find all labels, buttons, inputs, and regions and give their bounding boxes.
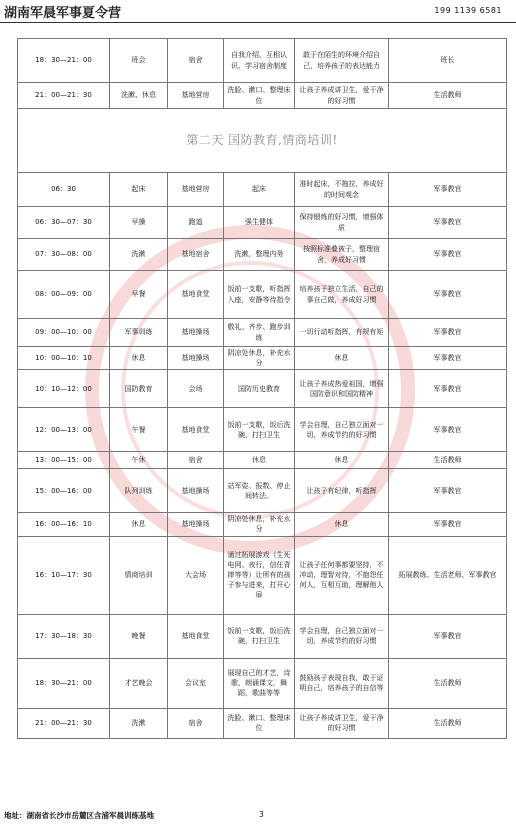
purpose-cell: 敢于在陌生的环境介绍自己，培养孩子的表达能力 <box>295 39 389 83</box>
purpose-cell: 让孩子养成讲卫生，爱干净的好习惯 <box>295 708 389 738</box>
responsible-cell: 军事教官 <box>389 469 507 513</box>
content-cell: 自我介绍，互相认识，学习宿舍制度 <box>224 39 295 83</box>
activity-cell: 起床 <box>110 173 168 207</box>
table-row <box>18 469 507 513</box>
activity-cell: 军事训练 <box>110 319 168 347</box>
responsible-cell: 生活教师 <box>389 452 507 469</box>
schedule-bottom-rows <box>18 173 507 739</box>
activity-cell: 午休 <box>110 452 168 469</box>
location-cell: 跑道 <box>168 207 224 239</box>
activity-cell: 洗漱、休息 <box>110 83 168 109</box>
time-cell: 21：00—21：30 <box>18 708 110 738</box>
content-cell: 敬礼、齐步、跑步训练 <box>224 319 295 347</box>
table-row <box>18 271 507 319</box>
content-cell: 休息 <box>224 452 295 469</box>
purpose-cell: 保持锻炼的好习惯，增强体质 <box>295 207 389 239</box>
content-cell: 饭前一支歌，饭后洗碗，打扫卫生 <box>224 614 295 658</box>
time-cell: 21：00—21：30 <box>18 83 110 109</box>
responsible-cell: 军事教官 <box>389 239 507 271</box>
time-cell: 06：30 <box>18 173 110 207</box>
purpose-cell: 休息 <box>295 513 389 536</box>
activity-cell: 早操 <box>110 207 168 239</box>
day-title: 第二天 国防教育,情商培训! <box>18 109 507 173</box>
header-title: 湖南军晨军事夏令营 <box>4 6 122 21</box>
activity-cell: 队列训练 <box>110 469 168 513</box>
location-cell: 基地营房 <box>168 83 224 109</box>
purpose-cell: 准时起床，不拖拉，养成好的时间观念 <box>295 173 389 207</box>
purpose-cell: 培养孩子独立生活，自己的事自己做，养成好习惯 <box>295 271 389 319</box>
time-cell: 10：10—12：00 <box>18 370 110 408</box>
location-cell: 基地营房 <box>168 173 224 207</box>
table-row <box>18 614 507 658</box>
table-row <box>18 370 507 408</box>
purpose-cell: 一切行动听指挥，有规有矩 <box>295 319 389 347</box>
table-row <box>18 83 507 109</box>
responsible-cell: 军事教官 <box>389 173 507 207</box>
activity-cell: 午餐 <box>110 408 168 452</box>
responsible-cell: 军事教官 <box>389 513 507 536</box>
responsible-cell: 军事教官 <box>389 408 507 452</box>
time-cell: 15：00—16：00 <box>18 469 110 513</box>
table-row <box>18 536 507 614</box>
location-cell: 基地操场 <box>168 347 224 370</box>
location-cell: 基地操场 <box>168 469 224 513</box>
table-row <box>18 658 507 708</box>
location-cell: 基地操场 <box>168 319 224 347</box>
responsible-cell: 军事教官 <box>389 370 507 408</box>
responsible-cell: 军事教官 <box>389 207 507 239</box>
purpose-cell: 让孩子养成热爱祖国，增强国防意识和国防精神 <box>295 370 389 408</box>
purpose-cell: 让孩子有纪律，听指挥 <box>295 469 389 513</box>
purpose-cell: 按照标准叠被子，整理宿舍，养成好习惯 <box>295 239 389 271</box>
location-cell: 基地食堂 <box>168 271 224 319</box>
activity-cell: 情商培训 <box>110 536 168 614</box>
time-cell: 10：00—10：10 <box>18 347 110 370</box>
location-cell: 宿舍 <box>168 39 224 83</box>
table-row <box>18 347 507 370</box>
time-cell: 17：30—18：30 <box>18 614 110 658</box>
activity-cell: 洗漱 <box>110 708 168 738</box>
location-cell: 基地操场 <box>168 513 224 536</box>
purpose-cell: 学会自理，自己独立面对一切，养成节约的好习惯 <box>295 614 389 658</box>
activity-cell: 早餐 <box>110 271 168 319</box>
table-row <box>18 39 507 83</box>
content-cell: 阴凉处休息，补充水分 <box>224 513 295 536</box>
responsible-cell: 班长 <box>389 39 507 83</box>
page-header <box>0 0 516 23</box>
location-cell: 会议室 <box>168 658 224 708</box>
content-cell: 通过拓展游戏（生死电网、夜行，信任背摔等等）让所有的孩子参与进来，打开心扉 <box>224 536 295 614</box>
table-row <box>18 452 507 469</box>
responsible-cell: 拓展教练、生活老师、军事教官 <box>389 536 507 614</box>
time-cell: 16：10—17：30 <box>18 536 110 614</box>
location-cell: 宿舍 <box>168 708 224 738</box>
content-cell: 洗漱，整理内务 <box>224 239 295 271</box>
time-cell: 16：00—16：10 <box>18 513 110 536</box>
responsible-cell: 军事教官 <box>389 347 507 370</box>
table-row <box>18 239 507 271</box>
content-cell: 国防历史教育 <box>224 370 295 408</box>
location-cell: 基地食堂 <box>168 614 224 658</box>
time-cell: 13：00—15：00 <box>18 452 110 469</box>
responsible-cell: 军事教官 <box>389 271 507 319</box>
schedule-table <box>17 38 507 739</box>
table-row <box>18 207 507 239</box>
content-cell: 展现自己的才艺，诗歌，朗诵课文，舞蹈，歌曲等等 <box>224 658 295 708</box>
table-row <box>18 319 507 347</box>
header-phone: 199 1139 6581 <box>434 6 502 15</box>
content-cell: 洗脸、漱口、整理床位 <box>224 83 295 109</box>
activity-cell: 晚餐 <box>110 614 168 658</box>
purpose-cell: 让孩子养成讲卫生，爱干净的好习惯 <box>295 83 389 109</box>
responsible-cell: 军事教官 <box>389 614 507 658</box>
content-cell: 洗脸、漱口、整理床位 <box>224 708 295 738</box>
content-cell: 起床 <box>224 173 295 207</box>
table-row <box>18 708 507 738</box>
responsible-cell: 生活教师 <box>389 83 507 109</box>
schedule-top-rows <box>18 39 507 109</box>
time-cell: 12：00—13：00 <box>18 408 110 452</box>
purpose-cell: 让孩子任何事都要坚持，不冲动，理智对待，不抱怨任何人，互相互助，理解他人 <box>295 536 389 614</box>
location-cell: 基地宿舍 <box>168 239 224 271</box>
content-cell: 饭前一支歌，饭后洗碗，打扫卫生 <box>224 408 295 452</box>
responsible-cell: 生活教师 <box>389 708 507 738</box>
location-cell: 会场 <box>168 370 224 408</box>
table-row <box>18 173 507 207</box>
content-cell: 阴凉处休息，补充水分 <box>224 347 295 370</box>
purpose-cell: 休息 <box>295 347 389 370</box>
time-cell: 09：00—10：00 <box>18 319 110 347</box>
location-cell: 宿舍 <box>168 452 224 469</box>
activity-cell: 班会 <box>110 39 168 83</box>
activity-cell: 洗漱 <box>110 239 168 271</box>
purpose-cell: 鼓励孩子表现自我，敢于证明自己，培养孩子的自信等 <box>295 658 389 708</box>
activity-cell: 国防教育 <box>110 370 168 408</box>
time-cell: 07：30—08：00 <box>18 239 110 271</box>
responsible-cell: 军事教官 <box>389 319 507 347</box>
time-cell: 18：30—21：00 <box>18 39 110 83</box>
content-cell: 强生健体 <box>224 207 295 239</box>
location-cell: 基地食堂 <box>168 408 224 452</box>
table-row <box>18 408 507 452</box>
day-header <box>18 109 507 173</box>
time-cell: 06：30—07：30 <box>18 207 110 239</box>
page-footer <box>4 810 512 821</box>
activity-cell: 才艺晚会 <box>110 658 168 708</box>
activity-cell: 休息 <box>110 347 168 370</box>
location-cell: 大会场 <box>168 536 224 614</box>
footer-address: 地址：湖南省长沙市岳麓区含浦军晨训练基地 <box>4 811 154 820</box>
page-number: 3 <box>259 810 264 819</box>
content-cell: 站军姿、报数、停止间转法。 <box>224 469 295 513</box>
activity-cell: 休息 <box>110 513 168 536</box>
time-cell: 18：30—21：00 <box>18 658 110 708</box>
table-row <box>18 513 507 536</box>
purpose-cell: 休息 <box>295 452 389 469</box>
purpose-cell: 学会自理，自己独立面对一切，养成节约的好习惯 <box>295 408 389 452</box>
time-cell: 08：00—09：00 <box>18 271 110 319</box>
responsible-cell: 生活教师 <box>389 658 507 708</box>
content-cell: 饭前一支歌，听指挥入座，安静等待指令 <box>224 271 295 319</box>
